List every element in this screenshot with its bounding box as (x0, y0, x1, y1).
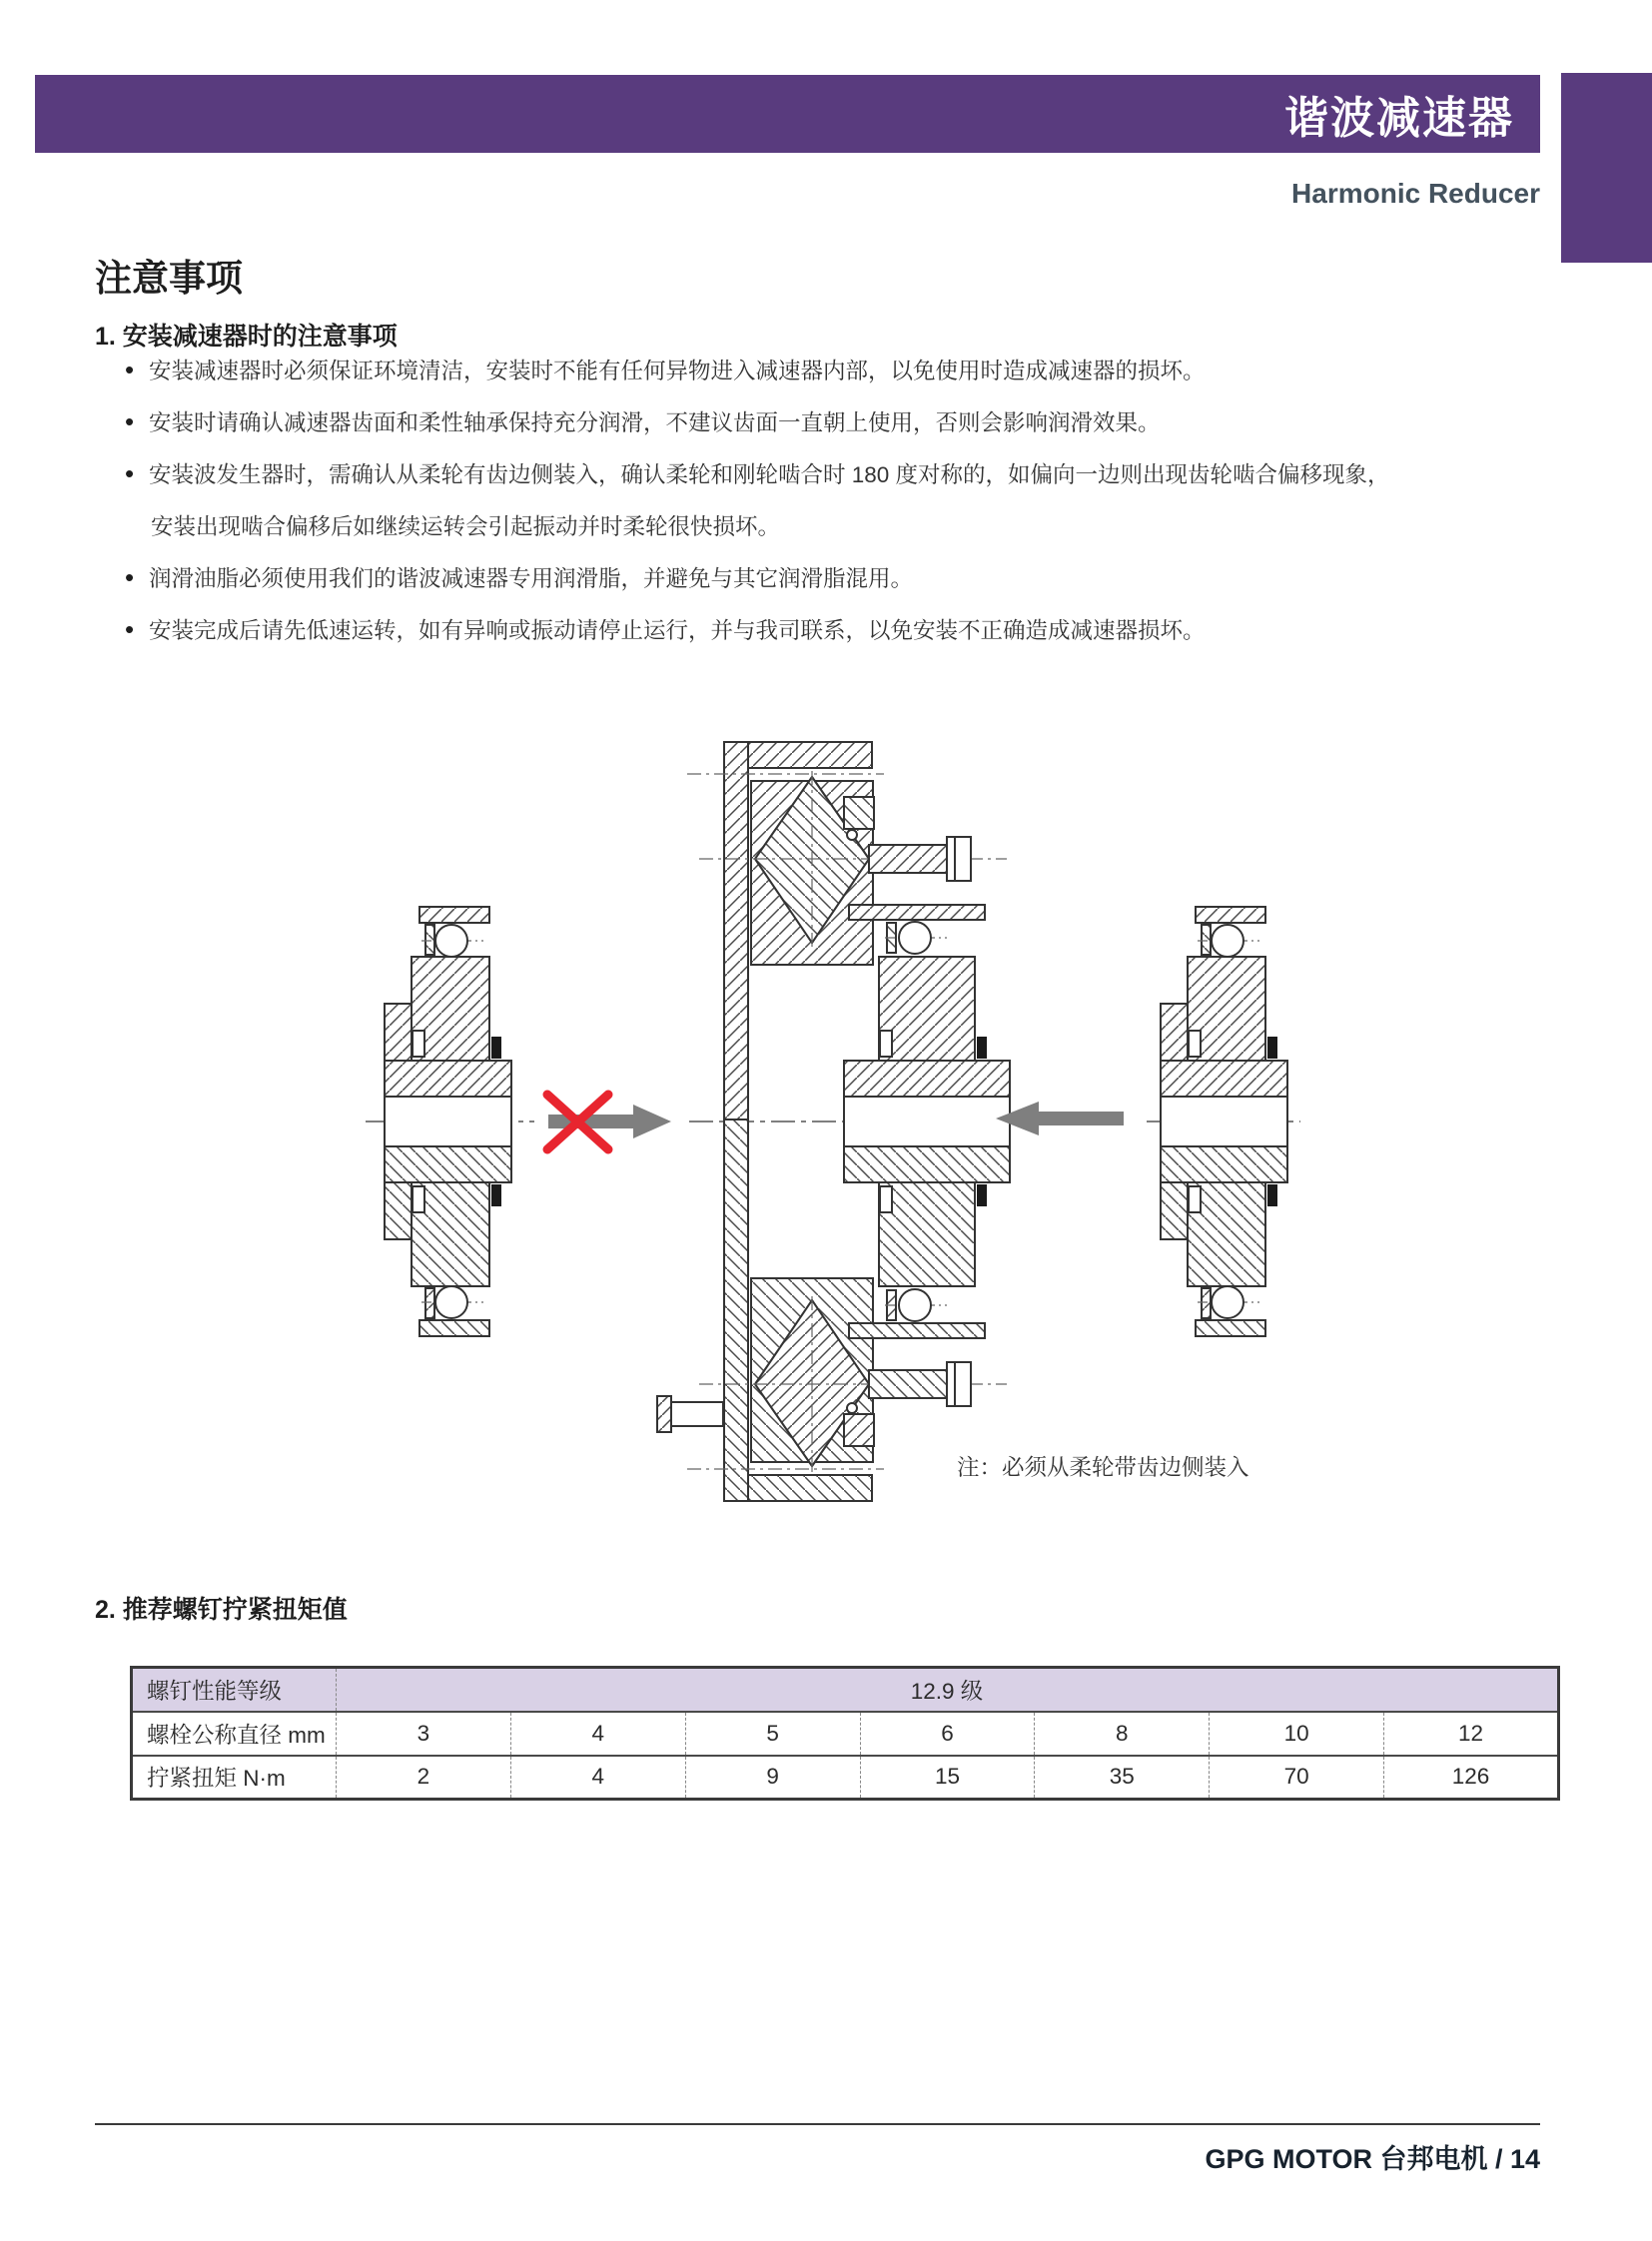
subsection-1-heading: 1. 安装减速器时的注意事项 (95, 323, 398, 351)
notice-item: • 安装完成后请先低速运转，如有异响或振动请停止运行，并与我司联系，以免安装不正确造成减速器损坏。 (125, 615, 1543, 646)
row-label: 螺钉性能等级 (132, 1668, 337, 1712)
table-cell: 126 (1384, 1756, 1559, 1800)
table-cell: 70 (1210, 1756, 1384, 1800)
table-cell: 35 (1035, 1756, 1210, 1800)
notice-item: • 安装减速器时必须保证环境清洁，安装时不能有任何异物进入减速器内部，以免使用时造成减速器的损坏。 (125, 356, 1543, 386)
table-cell: 2 (337, 1756, 511, 1800)
arrow-left-correct (996, 1102, 1124, 1135)
notice-item: • 安装波发生器时，需确认从柔轮有齿边侧装入，确认柔轮和刚轮啮合时 180 度对称的，如偏向一边则出现齿轮啮合偏移现象， (125, 459, 1543, 490)
table-row-grade (132, 1668, 1559, 1712)
table-cell: 6 (860, 1712, 1035, 1756)
table-cell: 15 (860, 1756, 1035, 1800)
table-cell: 8 (1035, 1712, 1210, 1756)
table-row-diameter (132, 1712, 1559, 1756)
footer-page-label: GPG MOTOR 台邦电机 / 14 (1205, 2144, 1540, 2174)
row-label: 拧紧扭矩 N·m (132, 1756, 337, 1800)
page-title-cn: 谐波减速器 (1284, 94, 1514, 143)
notice-item: • 安装时请确认减速器齿面和柔性轴承保持充分润滑，不建议齿面一直朝上使用，否则会影响润滑效果。 (125, 407, 1543, 438)
wave-generator-right (1161, 907, 1287, 1336)
table-cell: 4 (510, 1712, 685, 1756)
table-cell: 9 (685, 1756, 860, 1800)
section-title: 注意事项 (95, 258, 243, 299)
table-cell: 4 (510, 1756, 685, 1800)
wave-generator-left (385, 907, 511, 1336)
notice-item-continuation: 安装出现啮合偏移后如继续运转会引起振动并时柔轮很快损坏。 (151, 514, 781, 539)
torque-table (130, 1666, 1560, 1801)
grade-value: 12.9 级 (337, 1668, 1559, 1712)
table-cell: 5 (685, 1712, 860, 1756)
table-row-torque (132, 1756, 1559, 1800)
notice-item: • 润滑油脂必须使用我们的谐波减速器专用润滑脂，并避免与其它润滑脂混用。 (125, 563, 1543, 594)
table-cell: 10 (1210, 1712, 1384, 1756)
footer-divider (95, 2123, 1540, 2125)
page-title-en: Harmonic Reducer (1291, 178, 1540, 209)
table-cell: 3 (337, 1712, 511, 1756)
diagram-note: 注：必须从柔轮带齿边侧装入 (957, 1455, 1249, 1480)
table-cell: 12 (1384, 1712, 1559, 1756)
row-label: 螺栓公称直径 mm (132, 1712, 337, 1756)
subsection-2-heading: 2. 推荐螺钉拧紧扭矩值 (95, 1596, 348, 1624)
